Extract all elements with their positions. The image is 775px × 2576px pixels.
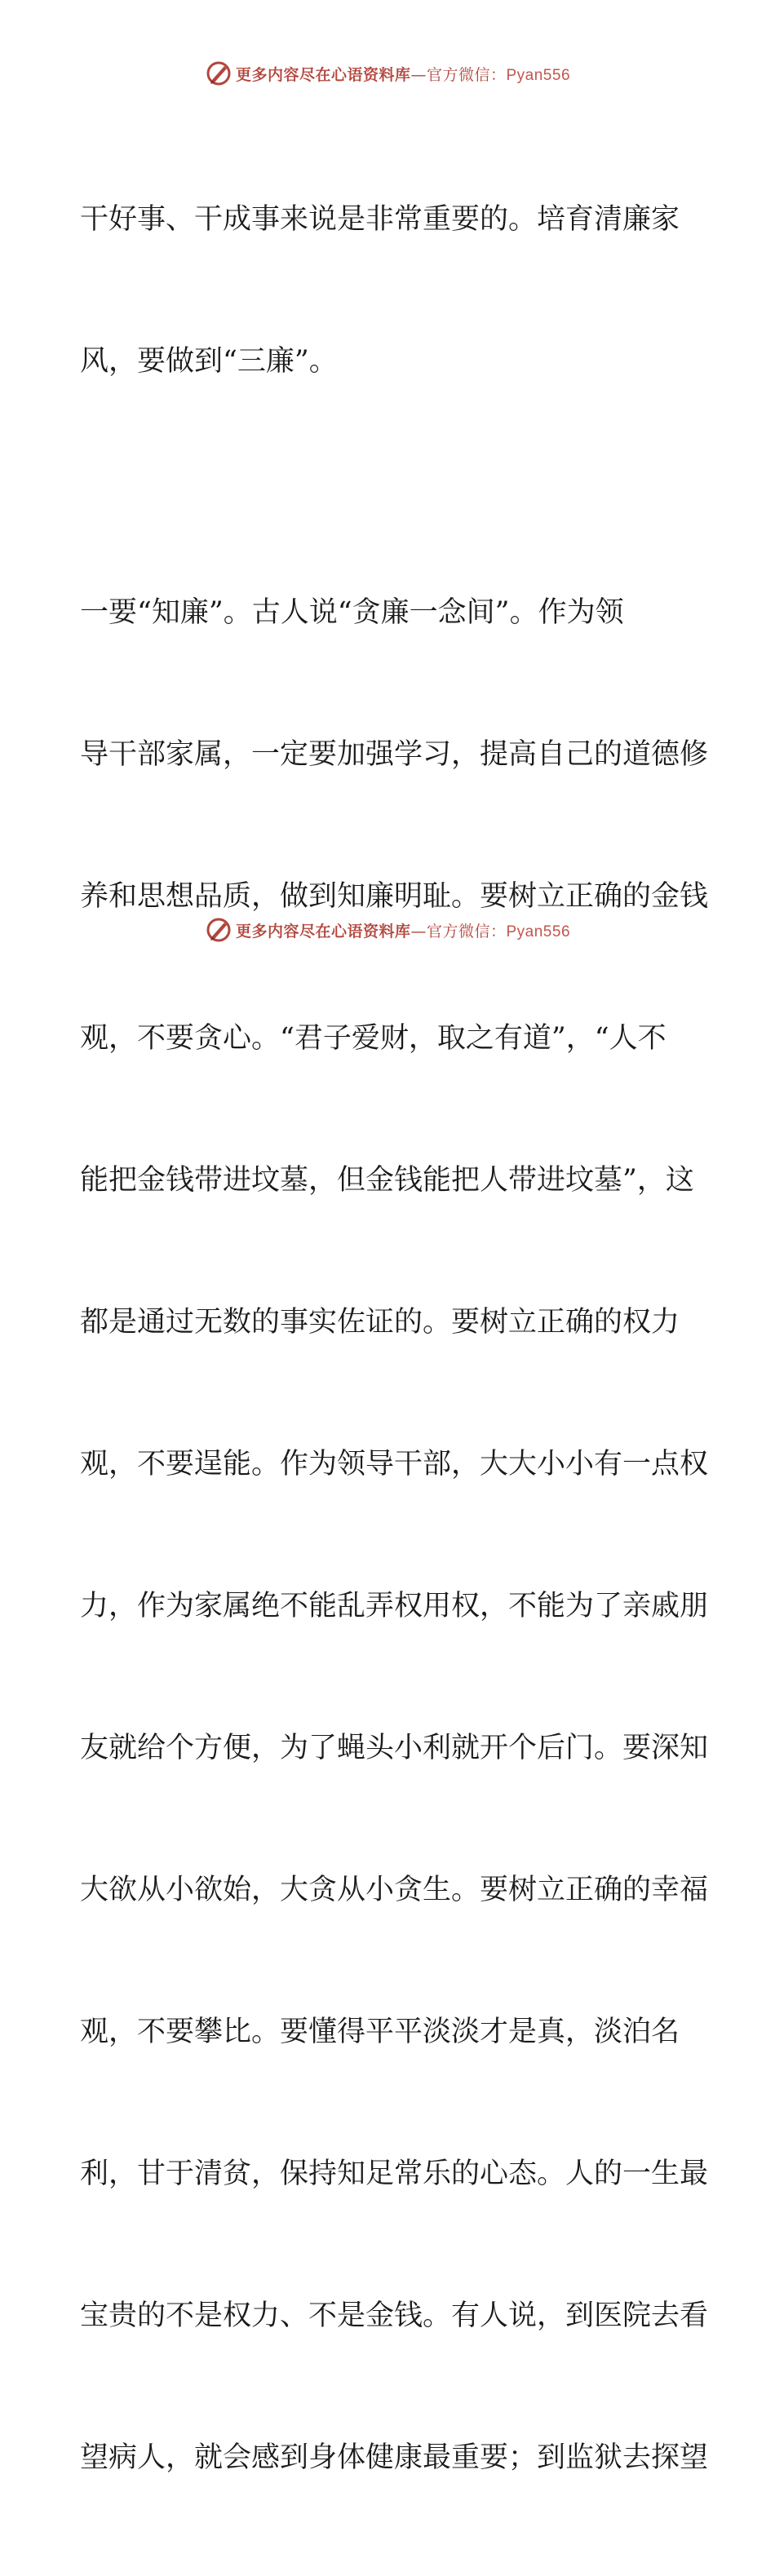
text-line: 能把金钱带进坟墓，但金钱能把人带进坟墓”，这 [80, 1164, 694, 1197]
document-body [80, 101, 709, 2576]
text-line: 导干部家属，一定要加强学习，提高自己的道德修 [80, 738, 709, 771]
paragraph-1 [80, 101, 700, 480]
text-line: 友就给个方便，为了蝇头小利就开个后门。要深知 [80, 1732, 709, 1764]
text-line: 风，要做到“三廉”。 [80, 345, 338, 378]
text-line: 养和思想品质，做到知廉明耻。要树立正确的金钱 [80, 880, 709, 913]
header-banner-text: 更多内容尽在心语资料库—官方微信：Pyan556 [235, 65, 571, 84]
pen-logo-icon [205, 916, 232, 944]
text-line: 观，不要贪心。“君子爱财，取之有道”，“人不 [80, 1022, 666, 1055]
header-banner [0, 57, 775, 90]
text-line: 宝贵的不是权力、不是金钱。有人说，到医院去看 [80, 2299, 709, 2332]
paragraph-2 [80, 494, 709, 2576]
footer-banner-text: 更多内容尽在心语资料库—官方微信：Pyan556 [235, 922, 571, 941]
pen-logo-icon [205, 60, 232, 87]
text-line: 力，作为家属绝不能乱弄权用权，不能为了亲戚朋 [80, 1590, 709, 1622]
footer-banner [0, 914, 775, 946]
text-line: 观，不要攀比。要懂得平平淡淡才是真，淡泊名 [80, 2016, 680, 2048]
text-line: 干好事、干成事来说是非常重要的。培育清廉家 [80, 203, 680, 236]
text-line: 一要“知廉”。古人说“贪廉一念间”。作为领 [80, 596, 624, 629]
text-line: 利，甘于清贫，保持知足常乐的心态。人的一生最 [80, 2158, 709, 2190]
text-line: 大欲从小欲始，大贪从小贪生。要树立正确的幸福 [80, 1874, 709, 1906]
text-line: 望病人，就会感到身体健康最重要；到监狱去探望 [80, 2441, 709, 2474]
text-line: 都是通过无数的事实佐证的。要树立正确的权力 [80, 1306, 680, 1339]
text-line: 观，不要逞能。作为领导干部，大大小小有一点权 [80, 1448, 709, 1481]
